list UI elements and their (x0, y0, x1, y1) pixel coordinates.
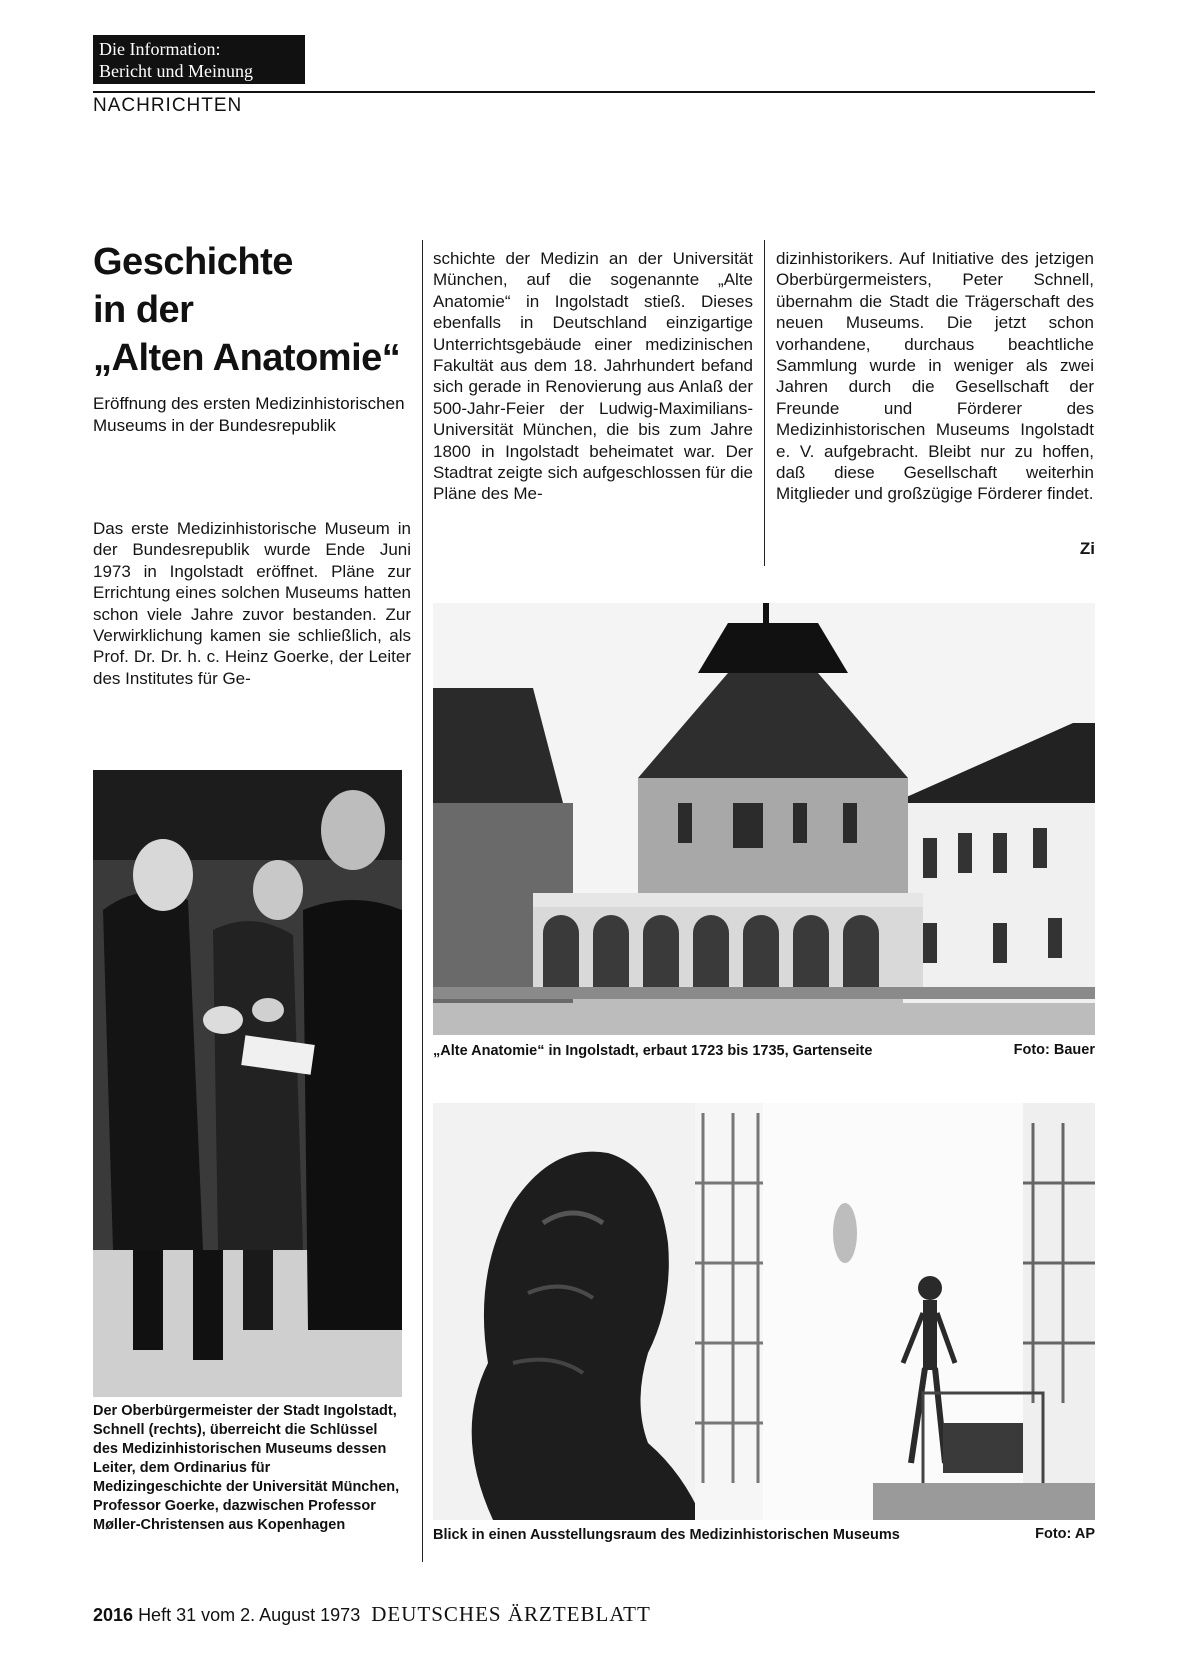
building-photo-credit: Foto: Bauer (1013, 1042, 1095, 1058)
museum-photo-image (433, 1103, 1095, 1520)
section-badge (93, 35, 305, 84)
body-column-3 (776, 248, 1094, 505)
photo-key-handover (93, 770, 402, 1397)
column-1-text: Das erste Medizinhistorische Museum in der Bundesrepublik wurde Ende Juni 1973 in Ingolstadt eröffnet. Pläne zur Errichtung eines solchen Museums hatten schon viele Jahre zuvor bestanden. Zur Verwirklichung kamen sie schließlich, als Prof. Dr. Dr. h. c. Heinz Goerke, der Leiter des Institutes für Ge- (93, 519, 411, 688)
article-headline (93, 238, 423, 382)
building-photo-caption: „Alte Anatomie“ in Ingolstadt, erbaut 1723 bis 1735, Gartenseite (433, 1043, 873, 1059)
column-rule-2 (764, 240, 765, 566)
people-photo-image (93, 770, 402, 1397)
headline-line-2: in der (93, 289, 194, 331)
article-subhead: Eröffnung des ersten Medizinhistorischen Museums in der Bundesrepublik (93, 394, 405, 435)
badge-line-1: Die Information: (99, 39, 221, 59)
photo-exhibition-room (433, 1103, 1095, 1520)
headline-line-3: „Alten Anatomie“ (93, 337, 401, 379)
body-column-1 (93, 518, 411, 689)
column-3-text: dizinhistorikers. Auf Initiative des jetzigen Oberbürgermeisters, Peter Schnell, übernahm die Stadt die Trägerschaft des neuen Museums. Die jetzt schon vorhandene, durchaus beachtliche Sammlung wurde in weniger als zwei Jahren durch die Gesellschaft der Freunde und Förderer des Medizinhistorischen Museums Ingolstadt e. V. aufgebracht. Bleibt nur zu hoffen, daß diese Gesellschaft weiterhin Mitglieder und großzügige Förderer findet. (776, 249, 1094, 504)
museum-photo-caption: Blick in einen Ausstellungsraum des Medizinhistorischen Museums (433, 1527, 900, 1543)
people-photo-caption: Der Oberbürgermeister der Stadt Ingolstadt, Schnell (rechts), überreicht die Schlüssel des Medizinhistorischen Museums dessen Leiter, dem Ordinarius für Medizingeschichte der Universität München, Professor Goerke, dazwischen Professor Møller-Christensen aus Kopenhagen (93, 1403, 400, 1533)
building-photo-image (433, 603, 1095, 1035)
photo-alte-anatomie-building (433, 603, 1095, 1035)
magazine-name: DEUTSCHES ÄRZTEBLATT (371, 1602, 651, 1626)
headline-line-1: Geschichte (93, 241, 293, 283)
author-signature: Zi (1079, 539, 1095, 558)
page-number: 2016 (93, 1605, 134, 1625)
column-2-text: schichte der Medizin an der Universität München, auf die sogenannte „Alte Anatomie“ in Ingolstadt stieß. Dieses ebenfalls in Deutschland einzigartige Unterrichtsgebäude einer medizinischen Fakultät aus dem 18. Jahrhundert befand sich gerade in Renovierung aus Anlaß der 500-Jahr-Feier der Ludwig-Maximilians-Universität München, die bis zum Jahre 1800 in Ingolstadt beheimatet war. Der Stadtrat zeigte sich aufgeschlossen für die Pläne des Me- (433, 249, 753, 504)
column-rule-1 (422, 240, 423, 1562)
body-column-2 (433, 248, 753, 505)
issue-info: Heft 31 vom 2. August 1973 (138, 1605, 361, 1625)
header-rule (93, 91, 1095, 93)
section-label: NACHRICHTEN (93, 95, 243, 116)
museum-photo-credit: Foto: AP (1035, 1526, 1095, 1542)
page-footer (93, 1602, 651, 1627)
badge-line-2: Bericht und Meinung (99, 61, 253, 81)
